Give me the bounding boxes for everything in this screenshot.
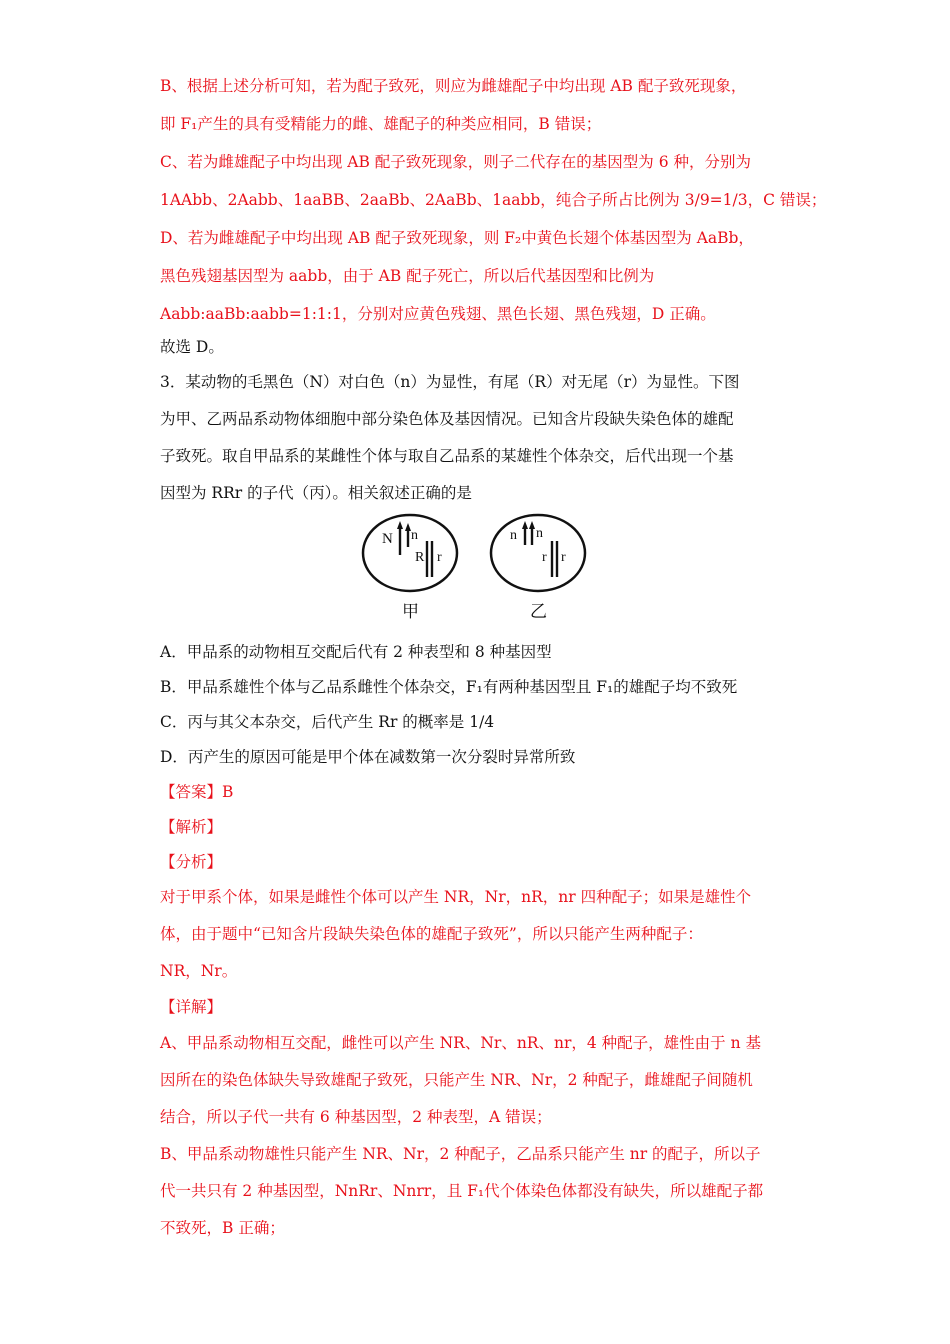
text-line: Aabb:aaBb:aabb=1:1:1，分别对应黄色残翅、黑色长翅、黑色残翅，D 正确。	[160, 305, 716, 323]
text-line: 代一共只有 2 种基因型，NnRr、Nnrr，且 F₁代个体染色体都没有缺失，所以雄配子都	[160, 1182, 764, 1200]
text-line: 1AAbb、2Aabb、1aaBB、2aaBb、2AaBb、1aabb，纯合子所占比例为 3/9=1/3，C 错误；	[160, 191, 827, 209]
prev-explanation-D	[160, 228, 800, 324]
gene-label: n	[510, 528, 517, 543]
answer-label: 【答案】B	[160, 783, 234, 801]
text-line: 体，由于题中“已知含片段缺失染色体的雄配子致死”，所以只能产生两种配子：	[160, 925, 703, 943]
analysis-text	[160, 887, 800, 981]
options-list	[160, 642, 800, 767]
gene-label: n	[536, 526, 543, 541]
text-line: 即 F₁产生的具有受精能力的雌、雄配子的种类应相同，B 错误；	[160, 115, 602, 133]
text-line: C、若为雌雄配子中均出现 AB 配子致死现象，则子二代存在的基因型为 6 种，分别为	[160, 153, 752, 171]
option-A[interactable]: A．甲品系的动物相互交配后代有 2 种表型和 8 种基因型	[160, 643, 552, 661]
question-line: 为甲、乙两品系动物体细胞中部分染色体及基因情况。已知含片段缺失染色体的雄配	[160, 410, 734, 428]
question-stem	[160, 372, 800, 503]
cells-diagram	[360, 511, 600, 629]
jiexi-heading: 【解析】	[160, 818, 223, 836]
option-D[interactable]: D．丙产生的原因可能是甲个体在减数第一次分裂时异常所致	[160, 748, 576, 766]
text-line: A、甲品系动物相互交配，雌性可以产生 NR、Nr、nR、nr，4 种配子，雄性由于 n 基	[160, 1034, 761, 1052]
question-line: 子致死。取自甲品系的某雌性个体与取自乙品系的某雄性个体杂交，后代出现一个基	[160, 447, 734, 465]
text-line: NR，Nr。	[160, 962, 238, 980]
text-line: 因所在的染色体缺失导致雄配子致死，只能产生 NR、Nr，2 种配子，雌雄配子间随机	[160, 1071, 753, 1089]
prev-answer-choice: 故选 D。	[160, 338, 224, 356]
fenxi-heading: 【分析】	[160, 853, 223, 871]
gene-label: n	[411, 528, 418, 543]
centromere-arrow	[397, 521, 403, 529]
gene-label: R	[415, 550, 425, 565]
gene-label: N	[382, 531, 393, 547]
question-line: 3．某动物的毛黑色（N）对白色（n）为显性，有尾（R）对无尾（r）为显性。下图	[160, 373, 740, 391]
centromere-arrow	[522, 521, 528, 529]
prev-explanation-C	[160, 152, 827, 210]
cell-jia-label: 甲	[402, 602, 419, 622]
cell-yi-label: 乙	[530, 602, 547, 622]
detail-B	[160, 1144, 800, 1238]
text-line: 黑色残翅基因型为 aabb，由于 AB 配子死亡，所以后代基因型和比例为	[160, 267, 655, 285]
gene-label: r	[561, 550, 566, 565]
document-page	[160, 70, 827, 1238]
chromosome-figure	[160, 511, 800, 629]
option-C[interactable]: C．丙与其父本杂交，后代产生 Rr 的概率是 1/4	[160, 713, 495, 731]
text-line: 不致死，B 正确；	[160, 1219, 285, 1237]
text-line: 结合，所以子代一共有 6 种基因型，2 种表型，A 错误；	[160, 1108, 552, 1126]
prev-explanation-B	[160, 76, 800, 134]
centromere-arrow	[529, 521, 535, 529]
question-line: 因型为 RRr 的子代（丙）。相关叙述正确的是	[160, 484, 472, 502]
text-line: D、若为雌雄配子中均出现 AB 配子致死现象，则 F₂中黄色长翅个体基因型为 AaBb，	[160, 229, 754, 247]
option-B[interactable]: B．甲品系雄性个体与乙品系雌性个体杂交，F₁有两种基因型且 F₁的雄配子均不致死	[160, 678, 738, 696]
detail-A	[160, 1033, 800, 1127]
gene-label: r	[542, 550, 547, 565]
cell-jia-membrane	[363, 515, 457, 591]
text-line: B、根据上述分析可知，若为配子致死，则应为雌雄配子中均出现 AB 配子致死现象，	[160, 77, 747, 95]
text-line: B、甲品系动物雄性只能产生 NR、Nr，2 种配子，乙品系只能产生 nr 的配子，所以子	[160, 1145, 761, 1163]
xiangjie-heading: 【详解】	[160, 998, 223, 1016]
text-line: 对于甲系个体，如果是雌性个体可以产生 NR，Nr，nR，nr 四种配子；如果是雄性个	[160, 888, 752, 906]
gene-label: r	[437, 550, 442, 565]
